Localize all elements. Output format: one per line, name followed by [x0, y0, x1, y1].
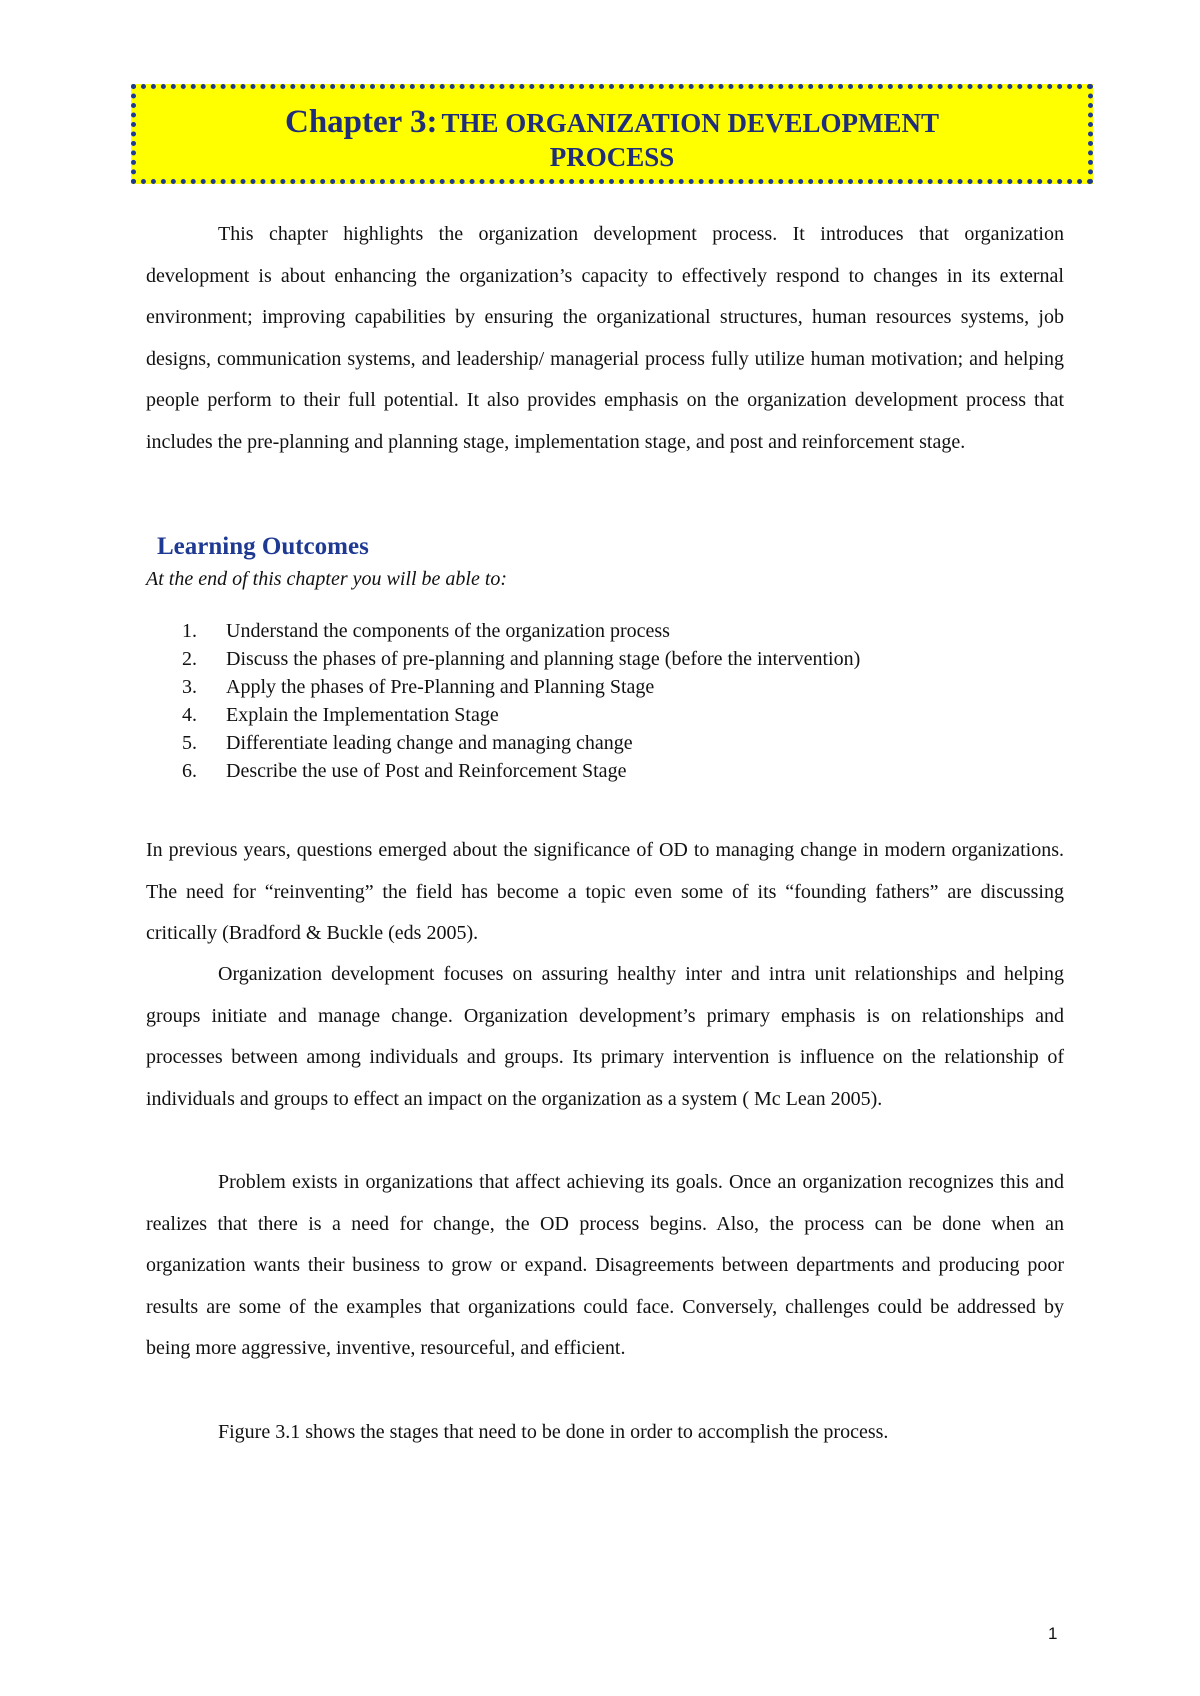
list-item: [146, 673, 860, 701]
chapter-title-line-1: [136, 104, 1088, 141]
body-paragraph-4: Figure 3.1 shows the stages that need to be done in order to accomplish the process.: [218, 1421, 889, 1443]
list-item-text: Apply the phases of Pre-Planning and Planning Stage: [226, 676, 655, 698]
list-item-text: Differentiate leading change and managing change: [226, 732, 633, 754]
learning-outcomes-intro: At the end of this chapter you will be able to:: [146, 568, 508, 590]
intro-paragraph: This chapter highlights the organization development process. It introduces that organization development is about enhancing the organization’s capacity to effectively respond to changes in its external environment; improving capabilities by ensuring the organizational structures, human resources systems, job designs, communication systems, and leadership/ managerial process fully utilize human motivation; and helping people perform to their full potential. It also provides emphasis on the organization development process that includes the pre-planning and planning stage, implementation stage, and post and reinforcement stage.: [146, 223, 1064, 453]
list-item: [146, 617, 860, 645]
list-item-text: Describe the use of Post and Reinforcement Stage: [226, 760, 627, 782]
learning-outcomes-heading: Learning Outcomes: [157, 533, 369, 560]
list-item-number: 6.: [182, 760, 197, 782]
chapter-label: Chapter 3:: [284, 104, 438, 140]
list-item-number: 1.: [182, 620, 197, 642]
list-item-number: 2.: [182, 648, 197, 670]
list-item-text: Understand the components of the organization process: [226, 620, 670, 642]
body-paragraph-2: Organization development focuses on assuring healthy inter and intra unit relationships and helping groups initiate and manage change. Organization development’s primary emphasis is on relationships and processes between among individuals and groups. Its primary intervention is influence on the relationship of individuals and groups to effect an impact on the organization as a system ( Mc Lean 2005).: [146, 963, 1064, 1110]
list-item-number: 4.: [182, 704, 197, 726]
list-item-text: Explain the Implementation Stage: [226, 704, 499, 726]
list-item: [146, 645, 860, 673]
list-item-number: 3.: [182, 676, 197, 698]
page-number: 1: [1048, 1624, 1058, 1643]
chapter-title-line-2: PROCESS: [549, 142, 675, 172]
body-paragraph-1: In previous years, questions emerged about the significance of OD to managing change in modern organizations. The need for “reinventing” the field has become a topic even some of its “founding fathers” are discussing critically (Bradford & Buckle (eds 2005).: [146, 839, 1064, 944]
chapter-title-text: THE ORGANIZATION DEVELOPMENT: [441, 108, 940, 138]
chapter-title-box: [131, 84, 1093, 184]
list-item-number: 5.: [182, 732, 197, 754]
list-item-text: Discuss the phases of pre-planning and planning stage (before the intervention): [226, 648, 861, 670]
list-item: [146, 757, 860, 785]
list-item: [146, 701, 860, 729]
learning-outcomes-list: [146, 617, 860, 785]
body-paragraph-3: Problem exists in organizations that affect achieving its goals. Once an organization recognizes this and realizes that there is a need for change, the OD process begins. Also, the process can be done when an organization wants their business to grow or expand. Disagreements between departments and producing poor results are some of the examples that organizations could face. Conversely, challenges could be addressed by being more aggressive, inventive, resourceful, and efficient.: [146, 1171, 1064, 1359]
list-item: [146, 729, 860, 757]
